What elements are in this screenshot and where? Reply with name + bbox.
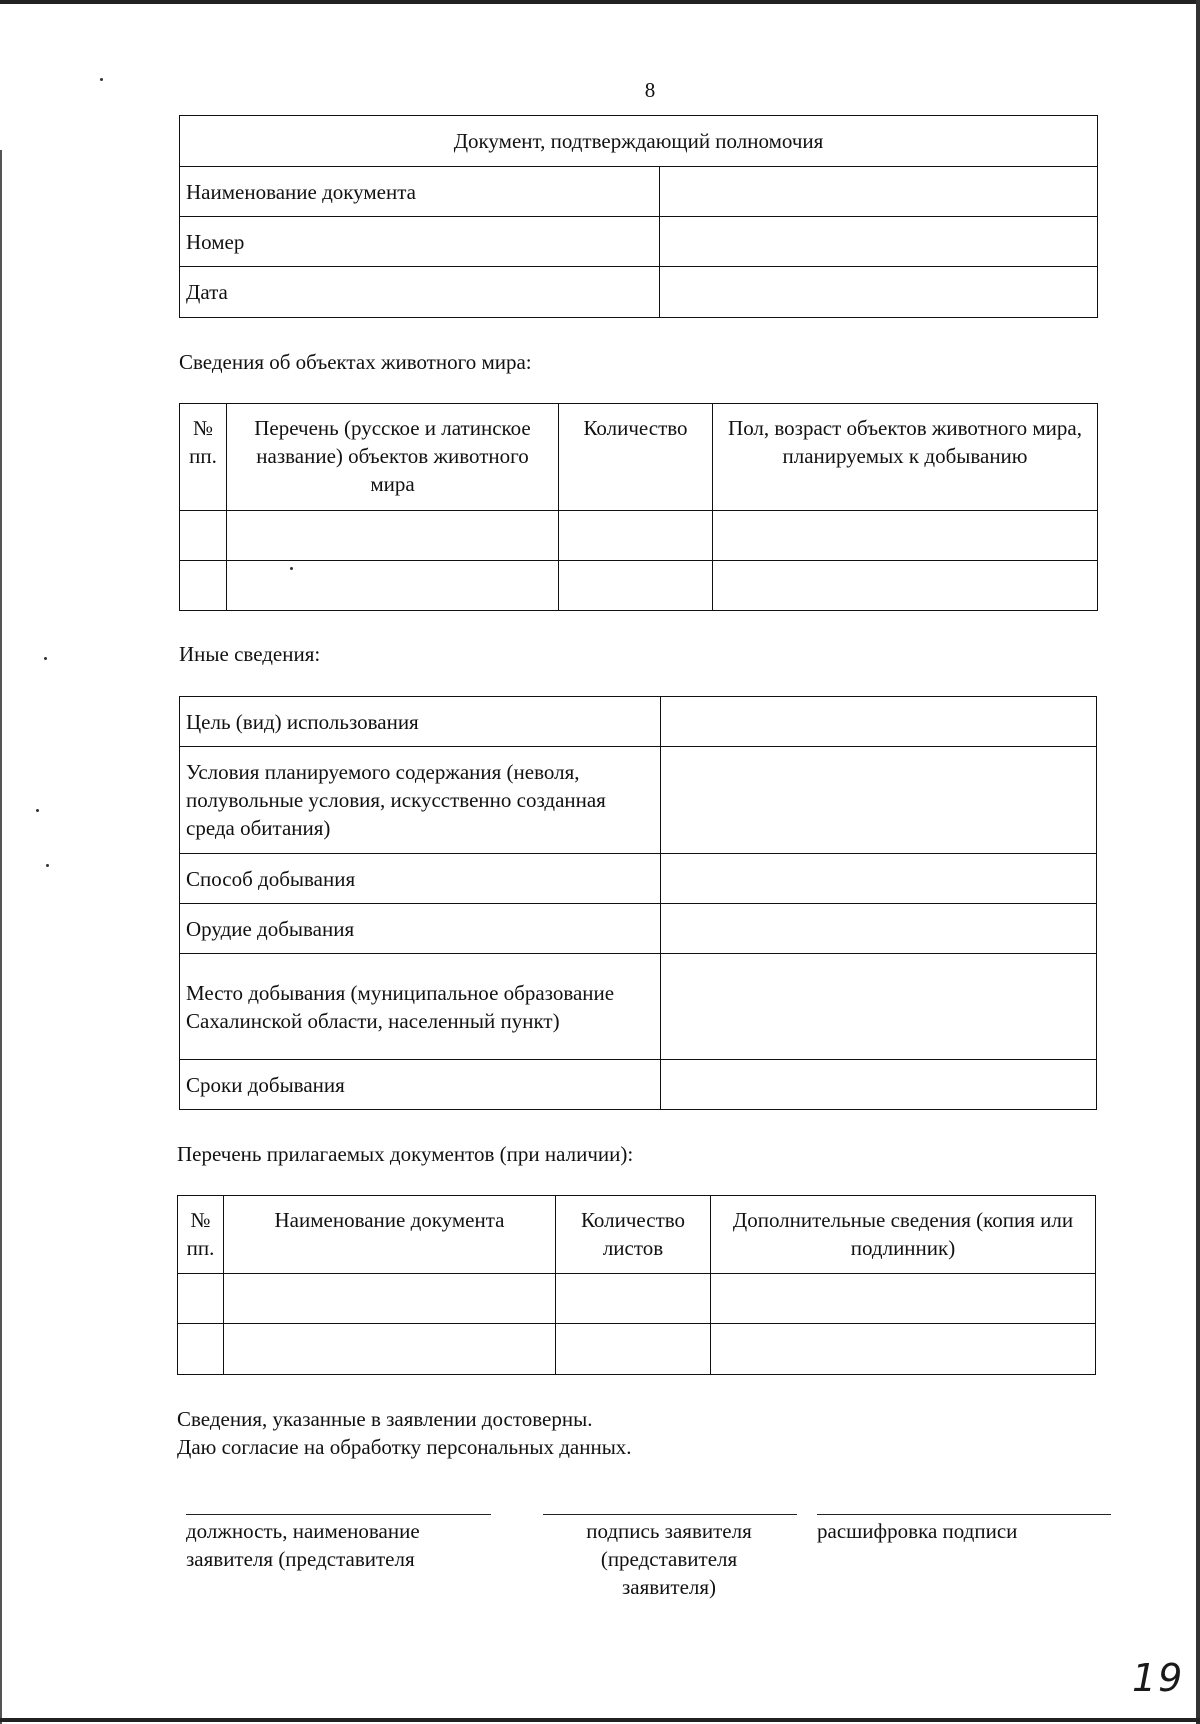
fauna-cell[interactable]	[180, 561, 227, 611]
signature-line-position[interactable]	[186, 1514, 491, 1515]
authority-table-header: Документ, подтверждающий полномочия	[180, 116, 1098, 167]
statement-consent: Даю согласие на обработку персональных данных.	[177, 1435, 632, 1459]
fauna-cell[interactable]	[559, 561, 713, 611]
attach-cell[interactable]	[224, 1274, 556, 1324]
attach-cell[interactable]	[224, 1324, 556, 1375]
scan-speck	[46, 864, 49, 867]
other-row-value[interactable]	[661, 904, 1097, 954]
fauna-cell[interactable]	[227, 561, 559, 611]
attach-col-sheets: Количество листов	[556, 1196, 711, 1274]
attach-cell[interactable]	[711, 1274, 1096, 1324]
attach-cell[interactable]	[556, 1324, 711, 1375]
other-row-label: Сроки добывания	[180, 1060, 661, 1110]
attach-col-number: № пп.	[178, 1196, 224, 1274]
attachments-table	[177, 1195, 1096, 1375]
auth-row-label: Номер	[180, 217, 660, 267]
auth-row-value[interactable]	[660, 267, 1098, 318]
fauna-col-quantity: Количество	[559, 404, 713, 511]
fauna-table	[179, 403, 1098, 611]
scan-speck	[290, 567, 293, 570]
attach-cell[interactable]	[556, 1274, 711, 1324]
page-number: 8	[644, 78, 656, 102]
auth-row-label: Наименование документа	[180, 167, 660, 217]
signature-line-signature[interactable]	[543, 1514, 797, 1515]
attach-col-document: Наименование документа	[224, 1196, 556, 1274]
other-row-value[interactable]	[661, 747, 1097, 854]
fauna-col-sex-age: Пол, возраст объектов животного мира, планируемых к добыванию	[713, 404, 1098, 511]
other-row-value[interactable]	[661, 1060, 1097, 1110]
authority-document-table	[179, 115, 1098, 318]
auth-row-value[interactable]	[660, 217, 1098, 267]
scan-edge-bottom	[0, 1718, 1200, 1722]
other-row-label: Место добывания (муниципальное образование Сахалинской области, населенный пункт)	[180, 954, 661, 1060]
other-row-label: Условия планируемого содержания (неволя, полувольные условия, искусственно созданная среда обитания)	[180, 747, 661, 854]
handwritten-page-number: 19	[1132, 1656, 1185, 1700]
other-row-label: Цель (вид) использования	[180, 697, 661, 747]
other-row-label: Орудие добывания	[180, 904, 661, 954]
fauna-col-species: Перечень (русское и латинское название) объектов животного мира	[227, 404, 559, 511]
other-row-value[interactable]	[661, 854, 1097, 904]
other-info-table	[179, 696, 1097, 1110]
fauna-cell[interactable]	[713, 511, 1098, 561]
scan-speck	[100, 78, 103, 81]
fauna-heading: Сведения об объектах животного мира:	[179, 350, 532, 374]
signature-line-decoding[interactable]	[817, 1514, 1111, 1515]
fauna-cell[interactable]	[559, 511, 713, 561]
attach-col-additional: Дополнительные сведения (копия или подлинник)	[711, 1196, 1096, 1274]
scan-edge-left	[0, 150, 2, 1724]
attach-cell[interactable]	[178, 1324, 224, 1375]
fauna-cell[interactable]	[713, 561, 1098, 611]
attach-cell[interactable]	[711, 1324, 1096, 1375]
attachments-heading: Перечень прилагаемых документов (при наличии):	[177, 1142, 634, 1166]
auth-row-label: Дата	[180, 267, 660, 318]
scan-speck	[36, 809, 39, 812]
attach-cell[interactable]	[178, 1274, 224, 1324]
auth-row-value[interactable]	[660, 167, 1098, 217]
fauna-col-number: № пп.	[180, 404, 227, 511]
fauna-cell[interactable]	[227, 511, 559, 561]
other-row-label: Способ добывания	[180, 854, 661, 904]
caption-decoding: расшифровка подписи	[817, 1519, 1018, 1543]
other-heading: Иные сведения:	[179, 642, 321, 666]
scan-edge-right	[1196, 0, 1200, 1724]
other-row-value[interactable]	[661, 697, 1097, 747]
caption-position: должность, наименование заявителя (представителя	[186, 1519, 420, 1571]
statement-accuracy: Сведения, указанные в заявлении достоверны.	[177, 1407, 593, 1431]
fauna-cell[interactable]	[180, 511, 227, 561]
caption-signature: подпись заявителя (представителя заявителя)	[586, 1519, 752, 1599]
scan-edge-top	[0, 0, 1200, 4]
other-row-value[interactable]	[661, 954, 1097, 1060]
scan-speck	[44, 657, 47, 660]
